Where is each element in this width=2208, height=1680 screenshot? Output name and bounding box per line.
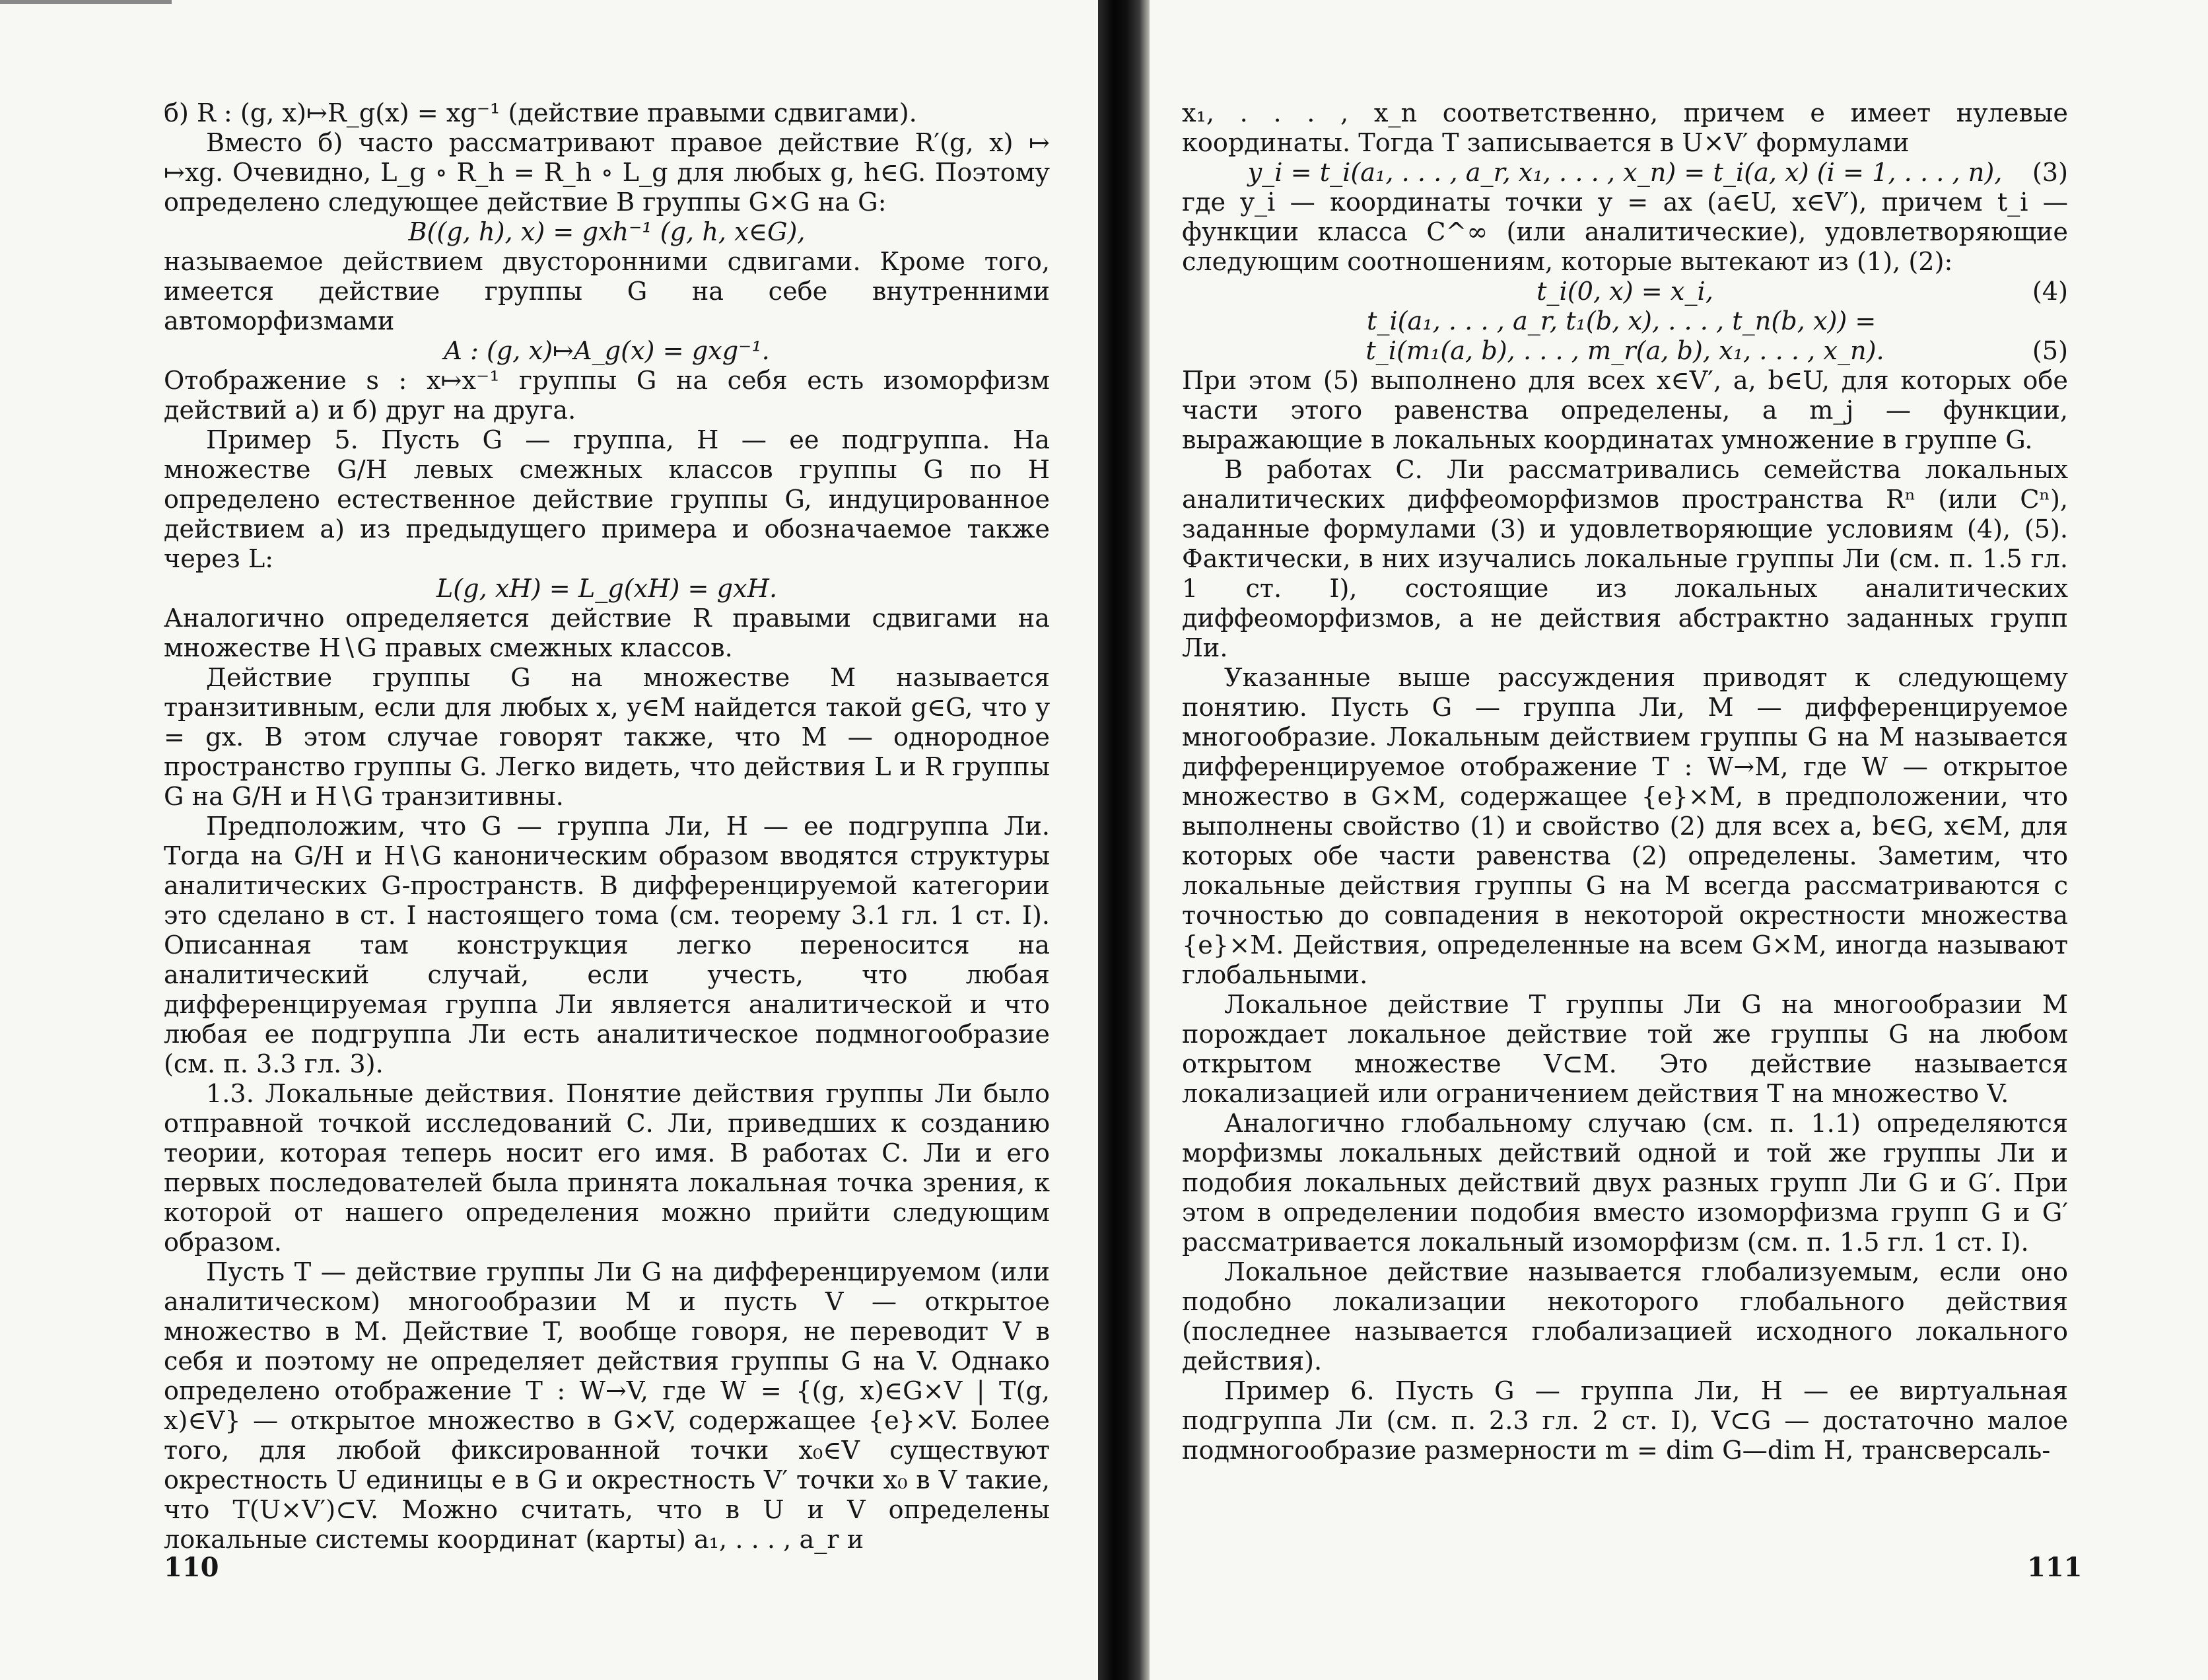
paragraph: Локальное действие T группы Ли G на многообразии M порождает локальное действие той же группы G на любом открытом множестве V⊂M. Это действие называется локализацией или ограничением действия T на множество V. [1182,991,2068,1109]
paragraph: При этом (5) выполнено для всех x∈V′, a, b∈U, для которых обе части этого равенства определены, а m_j — функции, выражающие в локальных координатах умножение в группе G. [1182,367,2068,455]
formula-text: B((g, h), x) = gxh⁻¹ (g, h, x∈G), [408,218,806,247]
formula [1182,158,2068,188]
paragraph: 1.3. Локальные действия. Понятие действия группы Ли было отправной точкой исследований С. Ли, приведших к созданию теории, которая теперь носит его имя. В работах С. Ли и его первых последователей была принята локальная точка зрения, к которой от нашего определения можно прийти следующим образом. [164,1080,1050,1257]
formula [164,337,1050,367]
paragraph: Пример 6. Пусть G — группа Ли, H — ее виртуальная подгруппа Ли (см. п. 2.3 гл. 2 ст. I), V⊂G — достаточно малое подмногообразие размерности m = dim G—dim H, трансверсаль- [1182,1377,2068,1465]
left-page [164,99,1050,1555]
paragraph: Указанные выше рассуждения приводят к следующему понятию. Пусть G — группа Ли, M — дифференцируемое многообразие. Локальным действием группы G на M называется дифференцируемое отображение T : W→M, где W — открытое множество в G×M, содержащее {e}×M, в предположении, что выполнены свойство (1) и свойство (2) для всех a, b∈G, x∈M, для которых обе части равенства (2) определены. Заметим, что локальные действия группы G на M всегда рассматриваются с точностью до совпадения в некоторой окрестности множества {e}×M. Действия, определенные на всем G×M, иногда называют глобальными. [1182,664,2068,990]
paragraph: Действие группы G на множестве M называется транзитивным, если для любых x, y∈M найдется такой g∈G, что y = gx. В этом случае говорят также, что M — однородное пространство группы G. Легко видеть, что действия L и R группы G на G/H и H∖G транзитивны. [164,664,1050,812]
formula [1182,307,2068,337]
formula-text: t_i(0, x) = x_i, [1536,277,1713,306]
right-page [1182,99,2068,1466]
equation-number: (3) [2032,158,2068,188]
paragraph: Локальное действие называется глобализуемым, если оно подобно локализации некоторого глобального действия (последнее называется глобализацией исходного локального действия). [1182,1258,2068,1376]
formula [164,575,1050,604]
page-number-left: 110 [164,1552,219,1583]
paragraph: где y_i — координаты точки y = ax (a∈U, x∈V′), причем t_i — функции класса C^∞ (или аналитические), удовлетворяющие следующим соотношениям, которые вытекают из (1), (2): [1182,188,2068,277]
paragraph: Пусть T — действие группы Ли G на дифференцируемом (или аналитическом) многообразии M и пусть V — открытое множество в M. Действие T, вообще говоря, не переводит V в себя и поэтому не определяет действия группы G на V. Однако определено отображение T : W→V, где W = {(g, x)∈G×V | T(g, x)∈V} — открытое множество в G×V, содержащее {e}×V. Более того, для любой фиксированной точки x₀∈V существуют окрестность U единицы e в G и окрестность V′ точки x₀ в V такие, что T(U×V′)⊂V. Можно считать, что в U и V определены локальные системы координат (карты) a₁, . . . , a_r и [164,1258,1050,1555]
formula-text: A : (g, x)↦A_g(x) = gxg⁻¹. [444,337,770,366]
paragraph: Вместо б) часто рассматривают правое действие R′(g, x) ↦ ↦xg. Очевидно, L_g ∘ R_h = R_h ∘ L_g для любых g, h∈G. Поэтому определено следующее действие B группы G×G на G: [164,129,1050,217]
equation-number: (4) [2032,277,2068,306]
paragraph: б) R : (g, x)↦R_g(x) = xg⁻¹ (действие правыми сдвигами). [164,99,917,128]
formula-text: t_i(a₁, . . . , a_r, t₁(b, x), . . . , t_n(b, x)) = [1367,307,1877,336]
book-spine [1098,0,1150,1680]
formula-text: y_i = t_i(a₁, . . . , a_r, x₁, . . . , x_n) = t_i(a, x) (i = 1, . . . , n), [1247,158,2003,188]
formula [1182,337,2068,367]
paragraph: Пример 5. Пусть G — группа, H — ее подгруппа. На множестве G/H левых смежных классов группы G по H определено естественное действие группы G, индуцированное действием а) из предыдущего примера и обозначаемое также через L: [164,426,1050,574]
page-number-right: 111 [2027,1552,2083,1583]
paragraph: x₁, . . . , x_n соответственно, причем e имеет нулевые координаты. Тогда T записывается в U×V′ формулами [1182,99,2068,158]
formula-text: t_i(m₁(a, b), . . . , m_r(a, b), x₁, . . . , x_n). [1365,337,1884,366]
paragraph: Аналогично определяется действие R правыми сдвигами на множестве H∖G правых смежных классов. [164,604,1050,663]
paragraph: Аналогично глобальному случаю (см. п. 1.1) определяются морфизмы локальных действий одной и той же группы Ли и подобия локальных действий двух разных групп Ли G и G′. При этом в определении подобия вместо изоморфизма групп G и G′ рассматривается локальный изоморфизм (см. п. 1.5 гл. 1 ст. I). [1182,1109,2068,1257]
paragraph: Предположим, что G — группа Ли, H — ее подгруппа Ли. Тогда на G/H и H∖G каноническим образом вводятся структуры аналитических G-пространств. В дифференцируемой категории это сделано в ст. I настоящего тома (см. теорему 3.1 гл. 1 ст. I). Описанная там конструкция легко переносится на аналитический случай, если учесть, что любая дифференцируемая группа Ли является аналитической и что любая ее подгруппа Ли есть аналитическое подмногообразие (см. п. 3.3 гл. 3). [164,812,1050,1079]
equation-number: (5) [2032,337,2068,366]
paragraph: Отображение s : x↦x⁻¹ группы G на себя есть изоморфизм действий а) и б) друг на друга. [164,367,1050,425]
formula [1182,277,2068,307]
paragraph: называемое действием двусторонними сдвигами. Кроме того, имеется действие группы G на себе внутренними автоморфизмами [164,248,1050,336]
formula-text: L(g, xH) = L_g(xH) = gxH. [436,575,778,604]
paragraph: В работах С. Ли рассматривались семейства локальных аналитических диффеоморфизмов пространства Rⁿ (или Cⁿ), заданные формулами (3) и удовлетворяющие условиям (4), (5). Фактически, в них изучались локальные группы Ли (см. п. 1.5 гл. 1 ст. I), состоящие из локальных аналитических диффеоморфизмов, а не действия абстрактно заданных групп Ли. [1182,456,2068,663]
formula [164,218,1050,248]
page-edge [0,0,172,4]
